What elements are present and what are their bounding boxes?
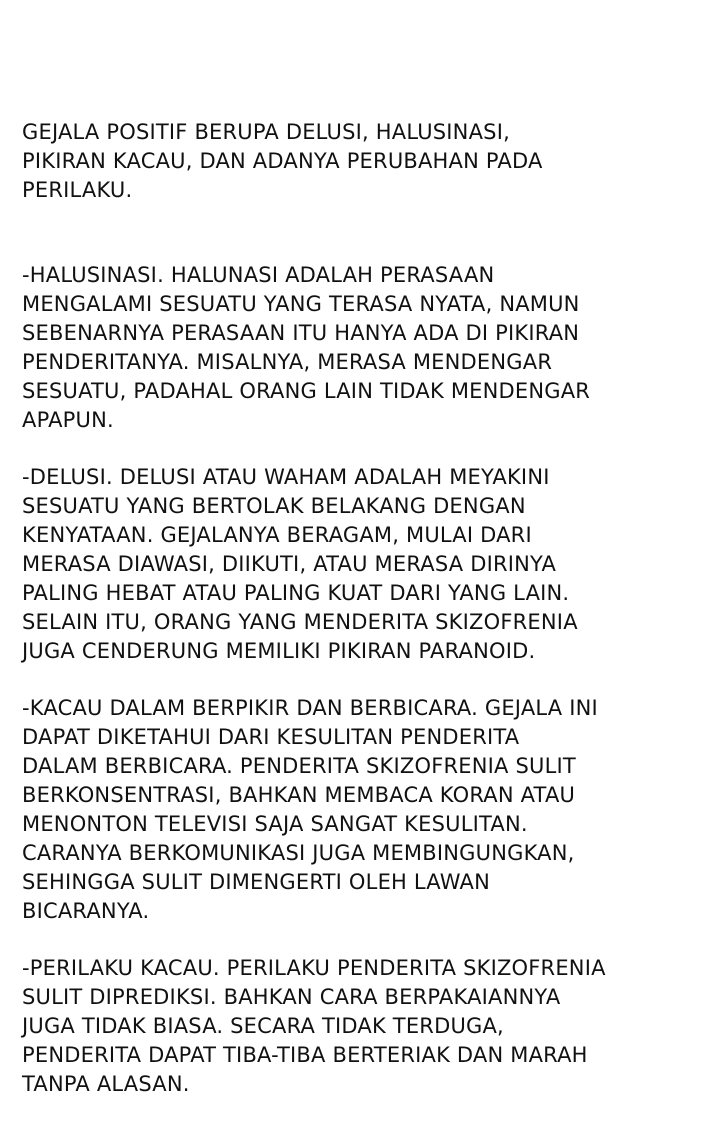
paragraph-spacer: [22, 666, 707, 694]
intro-paragraph: GEJALA POSITIF BERUPA DELUSI, HALUSINASI, PIKIRAN KACAU, DAN ADANYA PERUBAHAN PADA PERILAKU.: [22, 120, 543, 202]
paragraph-spacer: [22, 926, 707, 954]
perilaku-kacau-paragraph: -PERILAKU KACAU. PERILAKU PENDERITA SKIZOFRENIA SULIT DIPREDIKSI. BAHKAN CARA BERPAKAIANNYA JUGA TIDAK BIASA. SECARA TIDAK TERDUGA, PENDERITA DAPAT TIBA-TIBA BERTERIAK DAN MARAH TANPA ALASAN.: [22, 956, 606, 1096]
kacau-berpikir-paragraph: -KACAU DALAM BERPIKIR DAN BERBICARA. GEJALA INI DAPAT DIKETAHUI DARI KESULITAN PENDERITA DALAM BERBICARA. PENDERITA SKIZOFRENIA SULIT BERKONSENTRASI, BAHKAN MEMBACA KORAN ATAU MENONTON TELEVISI SAJA SANGAT KESULITAN. CARANYA BERKOMUNIKASI JUGA MEMBINGUNGKAN, SEHINGGA SULIT DIMENGERTI OLEH LAWAN BICARANYA.: [22, 696, 598, 923]
paragraph-spacer: [22, 205, 707, 261]
paragraph-spacer: [22, 435, 707, 463]
halusinasi-paragraph: -HALUSINASI. HALUNASI ADALAH PERASAAN MENGALAMI SESUATU YANG TERASA NYATA, NAMUN SEBENARNYA PERASAAN ITU HANYA ADA DI PIKIRAN PENDERITANYA. MISALNYA, MERASA MENDENGAR SESUATU, PADAHAL ORANG LAIN TIDAK MENDENGAR APAPUN.: [22, 263, 591, 432]
document-page: [22, 118, 707, 1099]
delusi-paragraph: -DELUSI. DELUSI ATAU WAHAM ADALAH MEYAKINI SESUATU YANG BERTOLAK BELAKANG DENGAN KENYATAAN. GEJALANYA BERAGAM, MULAI DARI MERASA DIAWASI, DIIKUTI, ATAU MERASA DIRINYA PALING HEBAT ATAU PALING KUAT DARI YANG LAIN. SELAIN ITU, ORANG YANG MENDERITA SKIZOFRENIA JUGA CENDERUNG MEMILIKI PIKIRAN PARANOID.: [22, 465, 578, 663]
